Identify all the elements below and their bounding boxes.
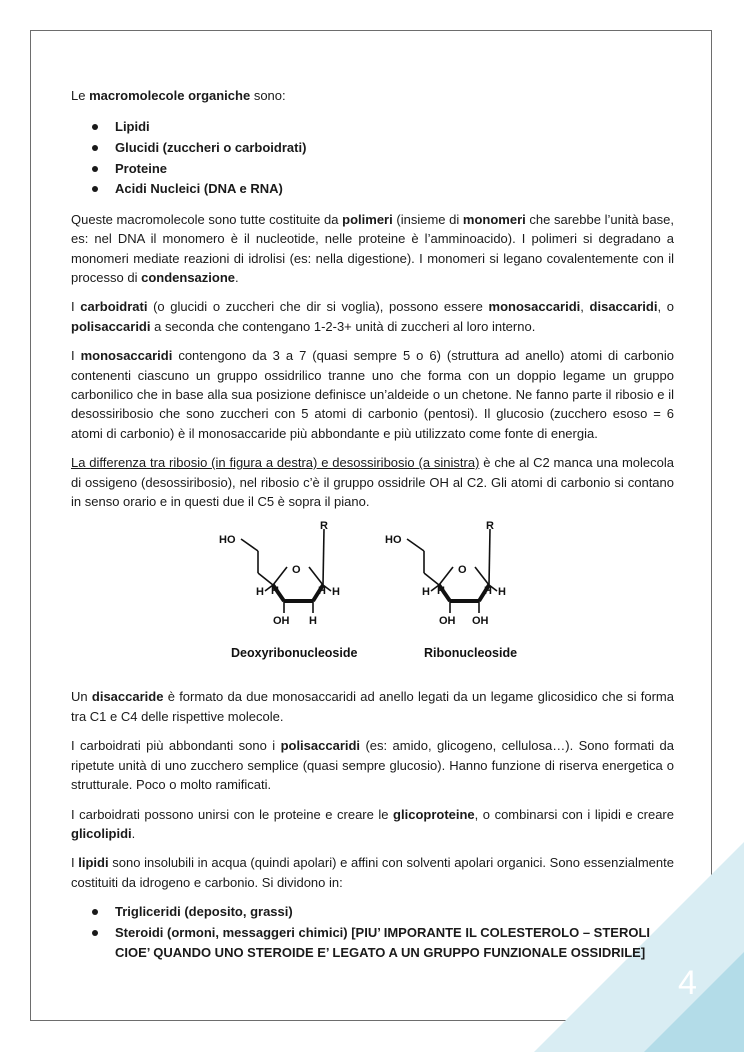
document-body: [71, 86, 674, 974]
list-item: Acidi Nucleici (DNA e RNA): [93, 179, 674, 200]
carboidrati-paragraph: I carboidrati (o glucidi o zuccheri che dir si voglia), possono essere monosaccaridi, disaccaridi, o polisaccaridi a seconda che contengano 1-2-3+ unità di zuccheri al loro interno.: [71, 299, 674, 334]
page-number: 4: [678, 964, 697, 1002]
atom-r: R: [320, 521, 328, 533]
polimeri-paragraph: Queste macromolecole sono tutte costituite da polimeri (insieme di monomeri che sarebbe l’unità base, es: nel DNA il monomero è il nucleotide, nelle proteine è l’amminoacido). I polimeri si degradano a monomeri mediate reazioni di idrolisi (es: nella digestione). I monomeri si legano covalentemente con il processo di condensazione.: [71, 211, 675, 285]
differenza-paragraph: La differenza tra ribosio (in figura a destra) e desossiribosio (a sinistra) è che al C2 manca una molecola di ossigeno (desossiribosio), nel ribosio c’è il gruppo ossidrile OH al C2. Gli atomi di carbonio si contano in senso orario e in questi due il C5 è sopra il piano.: [71, 455, 674, 510]
atom-ho: HO: [219, 534, 236, 547]
polisaccaridi-paragraph: I carboidrati più abbondanti sono i polisaccaridi (es: amido, glicogeno, cellulosa…). Sono formati da ripetute unità di uno zucchero semplice (quasi sempre glucosio). Hanno funzione di riserva energetica o strutturale. Poco o molto ramificati.: [71, 738, 674, 793]
list-item: Steroidi (ormoni, messaggeri chimici) [PIU’ IMPORANTE IL COLESTEROLO – STEROLI CIOE’ QUANDO UNO STEROIDE E’ LEGATO A UN GRUPPO FUNZIONALE OSSIDRILE]: [93, 923, 674, 964]
macromolecule-list: [71, 117, 674, 199]
atom-h: H: [437, 585, 445, 598]
atom-o: O: [292, 564, 301, 577]
atom-r: R: [486, 521, 494, 533]
atom-h: H: [332, 586, 340, 599]
intro-paragraph: Le macromolecole organiche sono:: [71, 88, 286, 103]
atom-oh: OH: [439, 615, 456, 628]
ribonucleoside-label: Ribonucleoside: [424, 646, 518, 661]
deoxyribonucleoside-structure: [241, 529, 331, 613]
atom-h: H: [271, 585, 279, 598]
list-item: Proteine: [93, 159, 674, 180]
deoxyribonucleoside-label: Deoxyribonucleoside: [231, 646, 358, 661]
atom-h: H: [498, 586, 506, 599]
lipidi-paragraph: I lipidi sono insolubili in acqua (quindi apolari) e affini con solventi apolari organici. Sono essenzialmente costituiti da idrogeno e carbonio. Si dividono in:: [71, 855, 674, 890]
atom-o: O: [458, 564, 467, 577]
nucleoside-figure: [71, 521, 674, 677]
monosaccaridi-paragraph: I monosaccaridi contengono da 3 a 7 (quasi sempre 5 o 6) (struttura ad anello) atomi di carbonio contenenti ciascuno un gruppo ossidrilico tranne uno che forma con un doppio legame un gruppo carbonilico che in base alla sua posizione definisce un’aldeide o un chetone. Ne fanno parte il ribosio e il desossiribosio che sono zuccheri con 5 atomi di carbonio (pentosi). Il glucosio (zucchero esoso = 6 atomi di carbonio) è il monosaccaride più abbondante e più utilizzato come fonte di energia.: [71, 348, 675, 441]
atom-h: H: [309, 615, 317, 628]
disaccaride-paragraph: Un disaccaride è formato da due monosaccaridi ad anello legati da un legame glicosidico che si forma tra C1 e C4 delle rispettive molecole.: [71, 689, 674, 724]
lipid-type-list: [71, 902, 674, 964]
atom-oh: OH: [472, 615, 489, 628]
atom-h: H: [422, 586, 430, 599]
atom-oh: OH: [273, 615, 290, 628]
atom-h: H: [484, 585, 492, 598]
glico-paragraph: I carboidrati possono unirsi con le proteine e creare le glicoproteine, o combinarsi con i lipidi e creare glicolipidi.: [71, 806, 674, 841]
nucleoside-structures: [211, 521, 531, 671]
atom-ho: HO: [385, 534, 402, 547]
list-item: Lipidi: [93, 117, 674, 138]
atom-h: H: [318, 585, 326, 598]
atom-h: H: [256, 586, 264, 599]
ribonucleoside-structure: [407, 529, 497, 613]
list-item: Glucidi (zuccheri o carboidrati): [93, 138, 674, 159]
list-item: Trigliceridi (deposito, grassi): [93, 902, 674, 923]
